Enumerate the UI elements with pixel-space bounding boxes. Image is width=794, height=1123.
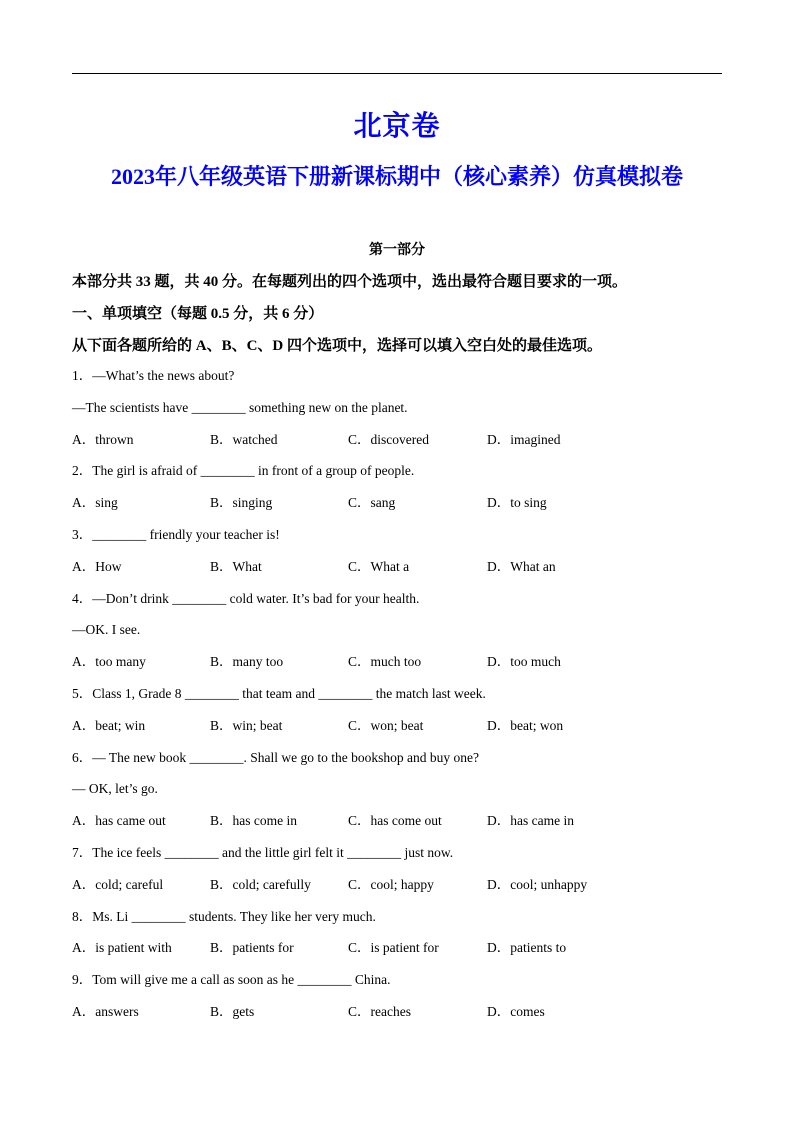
question-stem: 6．— The new book ________. Shall we go to the bookshop and buy one?: [72, 749, 479, 765]
answer-option-c: C．discovered: [348, 431, 429, 447]
answer-option-a: A．sing: [72, 495, 118, 511]
answer-option-c: C．much too: [348, 654, 422, 670]
question-stem: 8．Ms. Li ________ students. They like her very much.: [72, 908, 376, 924]
answer-option-a: A．too many: [72, 654, 146, 670]
answer-option-d: D．cool; unhappy: [487, 876, 588, 892]
question-stem: 2．The girl is afraid of ________ in front of a group of people.: [72, 463, 415, 479]
part-instructions: 本部分共 33 题，共 40 分。在每题列出的四个选项中，选出最符合题目要求的一项。: [72, 274, 628, 290]
question-stem: 9．Tom will give me a call as soon as he ________ China.: [72, 972, 391, 988]
question-stem: 7．The ice feels ________ and the little girl felt it ________ just now.: [72, 845, 454, 860]
question-response: —OK. I see.: [72, 622, 141, 638]
question-stem: 4．—Don’t drink ________ cold water. It’s bad for your health.: [72, 590, 420, 606]
answer-option-b: B．win; beat: [210, 717, 283, 733]
answer-option-b: B．cold; carefully: [210, 876, 311, 892]
question-stem: 1．—What’s the news about?: [72, 368, 235, 383]
question-response: —The scientists have ________ something new on the planet.: [72, 399, 408, 415]
answer-option-d: D．has came in: [487, 813, 574, 829]
answer-option-b: B．What: [210, 558, 262, 574]
answer-option-c: C．has come out: [348, 813, 442, 829]
answer-option-c: C．reaches: [348, 1004, 411, 1019]
answer-option-d: D．patients to: [487, 940, 567, 956]
answer-option-b: B．gets: [210, 1004, 255, 1019]
answer-option-b: B．has come in: [210, 813, 297, 829]
answer-option-b: B．singing: [210, 495, 273, 511]
answer-option-d: D．What an: [487, 558, 556, 574]
question-response: — OK, let’s go.: [72, 781, 158, 797]
part-title: 第一部分: [369, 243, 425, 258]
answer-option-d: D．beat; won: [487, 717, 564, 733]
answer-option-c: C．cool; happy: [348, 876, 434, 892]
answer-option-a: A．thrown: [72, 431, 134, 447]
answer-option-d: D．imagined: [487, 431, 561, 447]
answer-option-c: C．What a: [348, 558, 410, 574]
exam-title: 2023年八年级英语下册新课标期中（核心素养）仿真模拟卷: [110, 164, 683, 189]
answer-option-b: B．many too: [210, 654, 284, 670]
answer-option-c: C．won; beat: [348, 717, 424, 733]
answer-option-d: D．too much: [487, 654, 561, 670]
answer-option-c: C．sang: [348, 495, 396, 511]
answer-option-a: A．cold; careful: [72, 876, 164, 892]
answer-option-a: A．beat; win: [72, 717, 146, 733]
header-rule: [72, 73, 722, 74]
section-instructions: 从下面各题所给的 A、B、C、D 四个选项中，选择可以填入空白处的最佳选项。: [72, 338, 603, 354]
answer-option-b: B．patients for: [210, 940, 294, 956]
question-stem: 3．________ friendly your teacher is!: [72, 527, 280, 542]
exam-region-title: 北京卷: [353, 109, 441, 142]
answer-option-b: B．watched: [210, 431, 278, 447]
answer-option-d: D．to sing: [487, 495, 547, 511]
answer-option-c: C．is patient for: [348, 940, 439, 956]
question-stem: 5．Class 1, Grade 8 ________ that team and ________ the match last week.: [72, 686, 486, 701]
answer-option-a: A．answers: [72, 1004, 139, 1019]
section-heading: 一、单项填空（每题 0.5 分，共 6 分）: [72, 306, 324, 322]
answer-option-d: D．comes: [487, 1004, 545, 1019]
answer-option-a: A．has came out: [72, 813, 166, 829]
answer-option-a: A．How: [72, 558, 122, 574]
answer-option-a: A．is patient with: [72, 940, 172, 956]
